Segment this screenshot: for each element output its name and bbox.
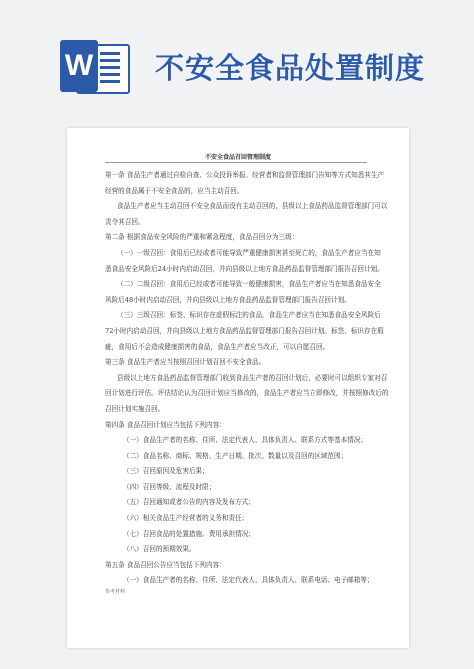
banner <box>0 0 474 110</box>
body-line: （二）食品名称、商标、规格、生产日期、批次、数量以及召回的区域范围； <box>123 451 348 460</box>
body-line: （一）食品生产者的名称、住所、法定代表人、具体负责人、联系电话、电子邮箱等； <box>123 576 374 585</box>
word-icon-line <box>100 66 120 69</box>
body-line: 第三条 食品生产者应当按照召回计划召回不安全食品。 <box>105 358 266 367</box>
body-line: 食品生产者应当主动召回不安全食品而没有主动召回的，县级以上食品药品监督管理部门可以 <box>117 202 388 211</box>
body-line: 责令其召回。 <box>105 217 145 226</box>
body-line: （三）召回原因及危害后果； <box>123 467 209 476</box>
body-line: 召回计划实施召回。 <box>105 404 165 413</box>
body-line: 悉食品安全风险后24小时内启动召回，并向县级以上地方食品药品监督管理部门报告召回计划。 <box>105 264 384 273</box>
footer-note: 参考材料 <box>105 589 126 595</box>
word-logo-letter: W <box>60 40 98 92</box>
body-line: （一）一级召回：食用后已经或者可能导致严重健康损害甚至死亡的，食品生产者应当在知 <box>117 248 381 257</box>
body-line: （五）召回通知或者公告的内容及发布方式； <box>123 498 255 507</box>
word-icon-line <box>100 52 120 55</box>
body-line: （八）召回的预期效果。 <box>123 545 196 554</box>
word-document-icon <box>60 40 130 92</box>
body-line: 县级以上地方食品药品监督管理部门收到食品生产者的召回计划后，必要时可以组织专家对召 <box>117 373 388 382</box>
body-line: 回计划进行评估。评估结论认为召回计划应当修改的，食品生产者应当立即修改，并按照修改后的 <box>105 389 389 398</box>
body-line: 风险后48小时内启动召回，并向县级以上地方食品药品监督管理部门报告召回计划。 <box>105 295 351 304</box>
body-line: 第二条 根据食品安全风险的严重和紧急程度，食品召回分为三级： <box>105 233 299 242</box>
body-line: 72小时内启动召回，并向县级以上地方食品药品监督管理部门报告召回计划。标签、标识存在瑕 <box>105 326 384 335</box>
document-heading: 不安全食品召回管理制度 <box>204 154 271 161</box>
body-line: （六）相关食品生产经营者的义务和责任； <box>123 514 249 523</box>
word-icon-line <box>100 59 120 62</box>
body-line: 疵，食用后不会造成健康损害的食品，食品生产者应当改正，可以自愿召回。 <box>105 342 330 351</box>
body-line: （七）召回食品的处置措施、费用承担情况； <box>123 529 255 538</box>
body-line: 第五条 食品召回公告应当包括下列内容： <box>105 560 226 569</box>
document-body <box>105 168 389 589</box>
body-line: （一）食品生产者的名称、住所、法定代表人、具体负责人、联系方式等基本情况； <box>123 436 367 445</box>
heading-rule <box>105 162 367 163</box>
body-line: （三）三级召回：标签、标识存在虚假标注的食品，食品生产者应当在知悉食品安全风险后 <box>117 311 381 320</box>
document-page <box>67 128 409 648</box>
body-line: 经营的食品属于不安全食品的，应当主动召回。 <box>105 186 244 195</box>
body-line: 第四条 食品召回计划应当包括下列内容： <box>105 420 226 429</box>
word-icon-line <box>100 73 120 76</box>
body-line: 第一条 食品生产者通过自检自查、公众投诉举报、经营者和监督管理部门告知等方式知悉其生产 <box>105 171 385 179</box>
banner-title: 不安全食品处置制度 <box>155 51 426 85</box>
body-line: （四）召回等级、流程及时限； <box>123 482 216 491</box>
word-icon-line <box>100 80 120 83</box>
body-line: （二）二级召回：食用后已经或者可能导致一般健康损害，食品生产者应当在知悉食品安全 <box>117 280 381 289</box>
